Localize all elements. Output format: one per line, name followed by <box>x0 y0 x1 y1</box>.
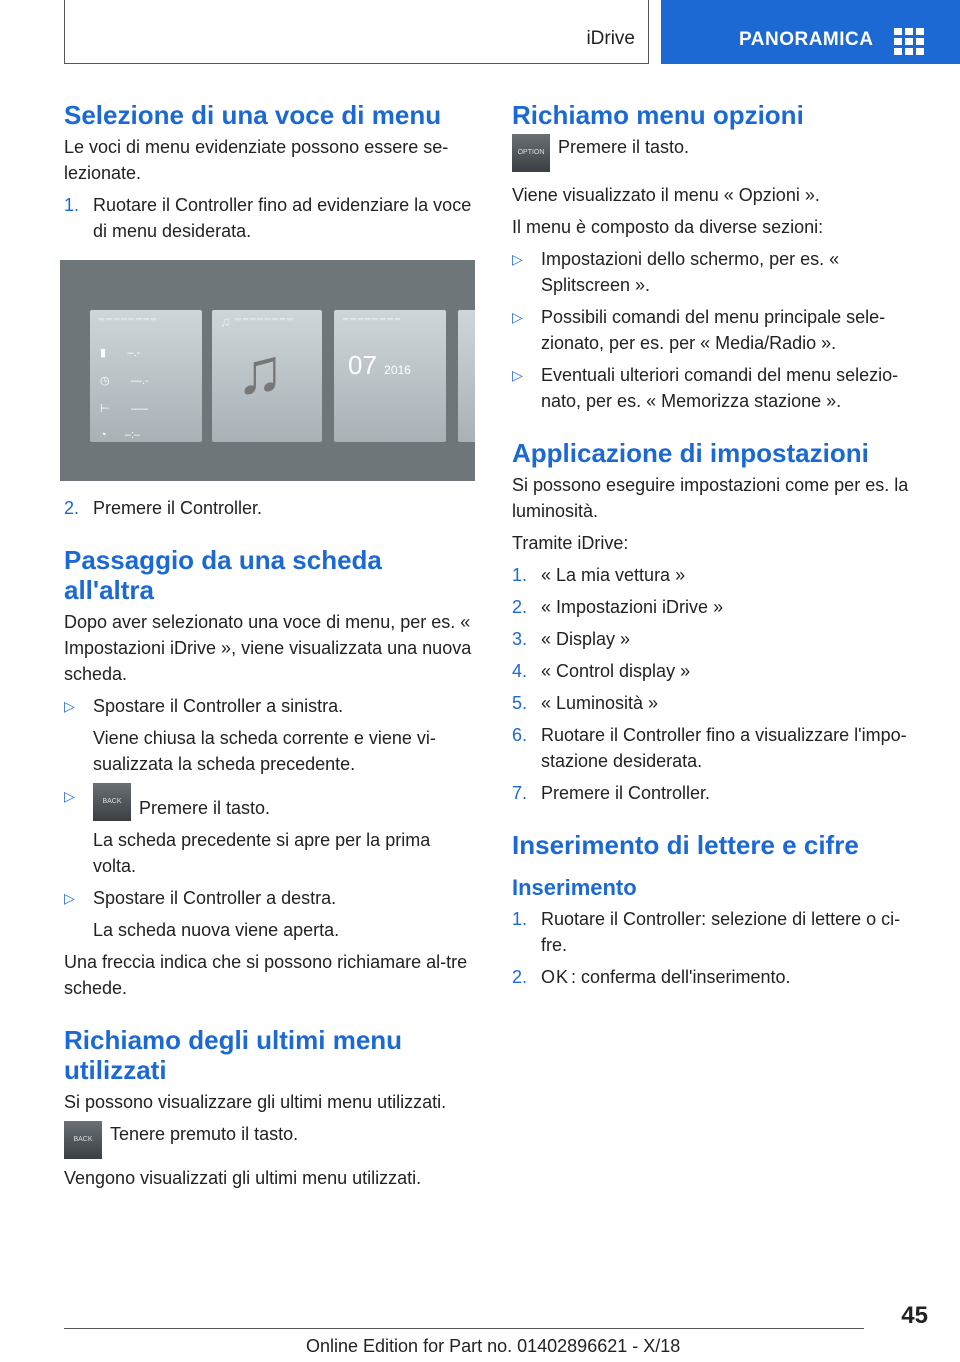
heading-options-menu: Richiamo menu opzioni <box>512 100 804 130</box>
header-frame <box>64 0 649 64</box>
step-1: 1. Ruotare il Controller: selezione di lettere o ci-fre. <box>512 909 901 955</box>
bullet: ▷ Impostazioni dello schermo, per es. « Splitscreen ». <box>512 249 840 295</box>
back-button-icon: BACK <box>93 783 131 821</box>
heading-input: Inserimento <box>512 875 637 900</box>
grid-icon <box>894 28 924 54</box>
bullet: ▷ Possibili comandi del menu principale sele-zionato, per es. per « Media/Radio ». <box>512 307 886 353</box>
idrive-screen-image <box>60 260 475 481</box>
footer-divider <box>64 1328 864 1329</box>
left-column <box>64 100 476 1197</box>
step-1: 1. Ruotare il Controller fino ad evidenziare la voce di menu desiderata. <box>64 195 472 241</box>
paragraph: Vengono visualizzati gli ultimi menu utilizzati. <box>64 1168 422 1188</box>
heading-switch-tab: Passaggio da una scheda all'altra <box>64 545 382 605</box>
step-7: 7. Premere il Controller. <box>512 783 711 803</box>
heading-recent-menus: Richiamo degli ultimi menu utilizzati <box>64 1025 403 1085</box>
paragraph: Dopo aver selezionato una voce di menu, per es. « Impostazioni iDrive », viene visualizzata una nuova scheda. <box>64 612 472 684</box>
paragraph: Una freccia indica che si possono richiamare al-tre schede. <box>64 952 468 998</box>
music-note-icon: ♫ <box>236 335 284 407</box>
option-button-icon: OPTION <box>512 134 550 172</box>
heading-select-menu-item: Selezione di una voce di menu <box>64 100 442 130</box>
bullet: ▷ BACK Premere il tasto. <box>64 783 476 821</box>
heading-input-letters: Inserimento di lettere e cifre <box>512 830 859 860</box>
paragraph: Viene visualizzato il menu « Opzioni ». <box>512 185 820 205</box>
paragraph: Il menu è composto da diverse sezioni: <box>512 217 824 237</box>
back-hold-row: BACK Tenere premuto il tasto. <box>64 1121 476 1159</box>
screen-tab-calendar: ⁼⁼⁼⁼⁼⁼⁼⁼ <box>334 310 446 442</box>
screen-tab-media: ♫ ⁼⁼⁼⁼⁼⁼⁼⁼ <box>212 310 322 442</box>
step-2: 2. Premere il Controller. <box>64 498 263 518</box>
ok-icon: OK <box>541 967 570 987</box>
bullet: ▷ Eventuali ulteriori comandi del menu selezio-nato, per es. « Memorizza stazione ». <box>512 365 899 411</box>
bullet-sub: La scheda nuova viene aperta. <box>93 920 340 940</box>
paragraph: Si possono eseguire impostazioni come per es. la luminosità. <box>512 475 909 521</box>
bullet: ▷ Spostare il Controller a sinistra. <box>64 696 344 716</box>
paragraph: Si possono visualizzare gli ultimi menu utilizzati. <box>64 1092 447 1112</box>
step-2: 2. « Impostazioni iDrive » <box>512 597 724 617</box>
bullet-sub: Viene chiusa la scheda corrente e viene vi-sualizzata la scheda precedente. <box>93 728 436 774</box>
section-title: iDrive <box>586 28 635 49</box>
step-1: 1. « La mia vettura » <box>512 565 686 585</box>
option-row: OPTION Premere il tasto. <box>512 134 924 172</box>
step-4: 4. « Control display » <box>512 661 691 681</box>
screen-tab-partial <box>458 310 475 442</box>
footer-edition: Online Edition for Part no. 01402896621 - X/18 <box>306 1336 681 1356</box>
right-column <box>512 100 924 996</box>
paragraph: Tramite iDrive: <box>512 533 629 553</box>
bullet: ▷ Spostare il Controller a destra. <box>64 888 337 908</box>
heading-apply-settings: Applicazione di impostazioni <box>512 438 869 468</box>
overview-tab-label: PANORAMICA <box>739 29 874 50</box>
step-3: 3. « Display » <box>512 629 631 649</box>
paragraph: Le voci di menu evidenziate possono essere se-lezionate. <box>64 137 449 183</box>
step-2: 2. OK : conferma dell'inserimento. <box>512 964 924 990</box>
overview-tab[interactable] <box>661 0 960 64</box>
step-6: 6. Ruotare il Controller fino a visualizzare l'impo-stazione desiderata. <box>512 725 907 771</box>
bullet-sub: La scheda precedente si apre per la prima volta. <box>93 830 431 876</box>
back-button-icon: BACK <box>64 1121 102 1159</box>
step-5: 5. « Luminosità » <box>512 693 659 713</box>
screen-tab-vehicle: ⁼⁼⁼⁼⁼⁼⁼⁼ ▮ –.- ◷ —.- ⊢ –— ◔ –:– <box>90 310 202 442</box>
page-number: 45 <box>901 1302 928 1329</box>
screen-date: 07 2016 <box>348 350 411 380</box>
